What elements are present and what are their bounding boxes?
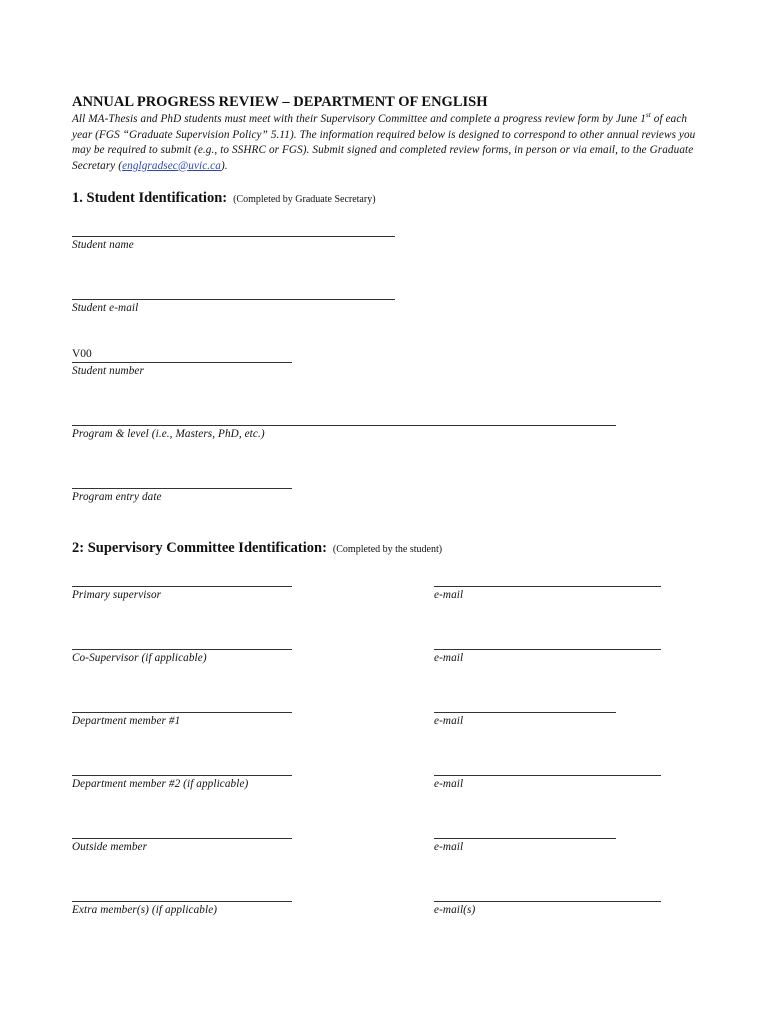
student-email-label: Student e-mail [72, 302, 139, 314]
committee-member-line[interactable] [72, 775, 292, 776]
committee-email-label: e-mail [434, 589, 464, 601]
committee-email-label: e-mail [434, 841, 464, 853]
section1-heading [72, 189, 376, 207]
program-level-label: Program & level (i.e., Masters, PhD, etc.) [72, 428, 265, 440]
section1-title: 1. Student Identification: [72, 190, 228, 206]
student-number-label: Student number [72, 365, 144, 377]
intro-superscript: st [646, 111, 651, 119]
committee-member-label: Extra member(s) (if applicable) [72, 904, 218, 916]
committee-email-line[interactable] [434, 649, 661, 650]
committee-email-label: e-mail(s) [434, 904, 476, 916]
committee-email-line[interactable] [434, 712, 616, 713]
committee-member-label: Outside member [72, 841, 148, 853]
student-email-line[interactable] [72, 299, 395, 300]
committee-member-label: Department member #1 [72, 715, 181, 727]
program-entry-date-label: Program entry date [72, 491, 162, 503]
graduate-secretary-email-link[interactable]: englgradsec@uvic.ca [122, 159, 221, 172]
committee-member-label: Primary supervisor [72, 589, 162, 601]
committee-member-line[interactable] [72, 901, 292, 902]
committee-email-line[interactable] [434, 838, 616, 839]
intro-paragraph [72, 112, 702, 174]
committee-member-line[interactable] [72, 649, 292, 650]
intro-text-2: of each year (FGS “Graduate Supervision Policy” 5.11). The information required below is designed to correspond to other annual reviews you may be required to submit (e.g., to SSHRC or FGS). Submit signed and completed review forms, in person or via email, to the Graduate Secretary ( [72, 113, 696, 172]
committee-member-label: Co-Supervisor (if applicable) [72, 652, 207, 664]
committee-email-line[interactable] [434, 775, 661, 776]
committee-member-label: Department member #2 (if applicable) [72, 778, 249, 790]
student-number-prefix: V00 [72, 348, 92, 360]
committee-email-label: e-mail [434, 778, 464, 790]
student-name-label: Student name [72, 239, 134, 251]
committee-email-label: e-mail [434, 715, 464, 727]
program-entry-date-line[interactable] [72, 488, 292, 489]
committee-email-label: e-mail [434, 652, 464, 664]
intro-text-1: All MA-Thesis and PhD students must meet with their Supervisory Committee and complete a progress review form by June 1 [72, 113, 646, 125]
committee-email-line[interactable] [434, 586, 661, 587]
committee-member-line[interactable] [72, 838, 292, 839]
section1-note: (Completed by Graduate Secretary) [233, 194, 376, 205]
committee-email-line[interactable] [434, 901, 661, 902]
section2-note: (Completed by the student) [332, 544, 443, 555]
document-title: ANNUAL PROGRESS REVIEW – DEPARTMENT OF ENGLISH [72, 94, 488, 110]
intro-text-3: ). [220, 159, 228, 172]
committee-member-line[interactable] [72, 586, 292, 587]
program-level-line[interactable] [72, 425, 616, 426]
student-number-line[interactable] [72, 362, 292, 363]
section2-title: 2: Supervisory Committee Identification: [72, 540, 327, 556]
committee-member-line[interactable] [72, 712, 292, 713]
student-name-line[interactable] [72, 236, 395, 237]
section2-heading [72, 539, 442, 557]
